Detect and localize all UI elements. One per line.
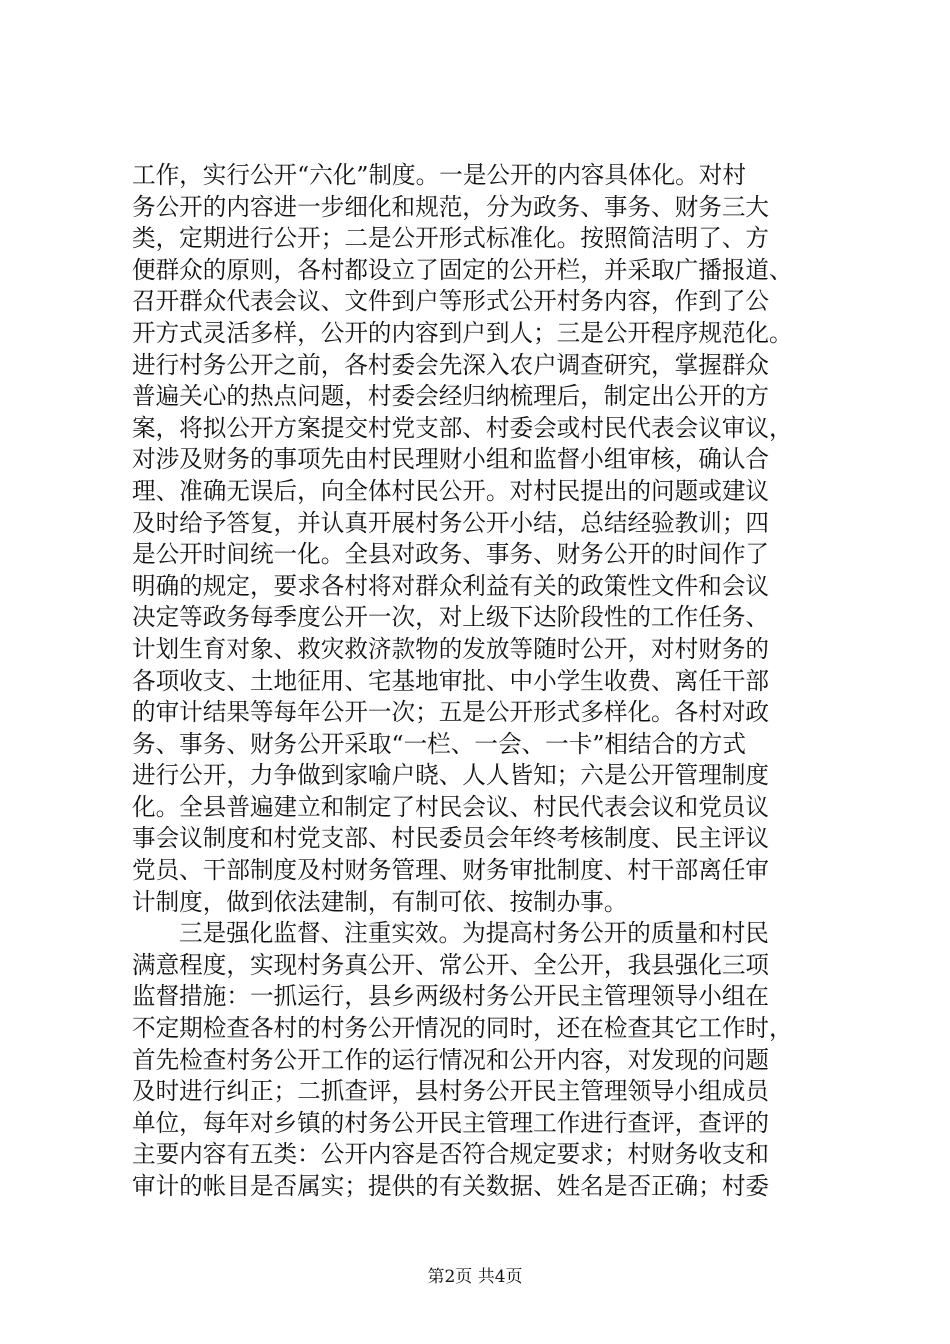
- page-number-label: 第2页 共4页: [427, 1267, 523, 1287]
- text-line: 监督措施：一抓运行，县乡两级村务公开民主管理领导小组在: [132, 982, 770, 1011]
- body-text: [132, 160, 844, 1203]
- text-line: 各项收支、土地征用、宅基地审批、中小学生收费、离任干部: [132, 666, 770, 695]
- text-line: 开方式灵活多样，公开的内容到户到人；三是公开程序规范化。: [132, 318, 793, 347]
- text-line: 进行公开，力争做到家喻户晓、人人皆知；六是公开管理制度: [132, 761, 770, 790]
- text-line: 审计的帐目是否属实；提供的有关数据、姓名是否正确；村委: [132, 1172, 770, 1200]
- text-line: 工作，实行公开“六化”制度。一是公开的内容具体化。对村: [132, 161, 746, 189]
- text-line: 化。全县普遍建立和制定了村民会议、村民代表会议和党员议: [132, 792, 770, 821]
- text-line: 计制度，做到依法建制，有制可依、按制办事。: [132, 887, 628, 916]
- page-footer: [0, 1262, 950, 1287]
- text-line: 案，将拟公开方案提交村党支部、村委会或村民代表会议审议，: [132, 413, 793, 442]
- text-line: 不定期检查各村的村务公开情况的同时，还在检查其它工作时，: [132, 1014, 793, 1043]
- text-line: 召开群众代表会议、文件到户等形式公开村务内容，作到了公: [132, 287, 770, 316]
- text-line: 便群众的原则，各村都设立了固定的公开栏，并采取广播报道、: [132, 255, 793, 284]
- text-line: 类，定期进行公开；二是公开形式标准化。按照简洁明了、方: [132, 224, 770, 253]
- text-line: 及时进行纠正；二抓查评，县村务公开民主管理领导小组成员: [132, 1077, 770, 1106]
- text-line: 务公开的内容进一步细化和规范，分为政务、事务、财务三大: [132, 192, 770, 221]
- text-line: 党员、干部制度及村财务管理、财务审批制度、村干部离任审: [132, 856, 770, 885]
- text-line: 明确的规定，要求各村将对群众利益有关的政策性文件和会议: [132, 571, 770, 600]
- text-line: 主要内容有五类：公开内容是否符合规定要求；村财务收支和: [132, 1140, 770, 1169]
- text-line: 计划生育对象、救灾救济款物的发放等随时公开，对村财务的: [132, 634, 770, 663]
- paragraph-start-line: 三是强化监督、注重实效。为提高村务公开的质量和村民: [179, 919, 769, 948]
- text-line: 进行村务公开之前，各村委会先深入农户调查研究，掌握群众: [132, 350, 770, 379]
- text-line: 对涉及财务的事项先由村民理财小组和监督小组审核，确认合: [132, 445, 770, 474]
- text-line: 及时给予答复，并认真开展村务公开小结，总结经验教训；四: [132, 508, 770, 537]
- text-line: 普遍关心的热点问题，村委会经归纳梳理后，制定出公开的方: [132, 382, 770, 411]
- text-line: 单位，每年对乡镇的村务公开民主管理工作进行查评，查评的: [132, 1108, 770, 1137]
- text-line: 决定等政务每季度公开一次，对上级下达阶段性的工作任务、: [132, 603, 770, 632]
- text-line: 的审计结果等每年公开一次；五是公开形式多样化。各村对政: [132, 698, 770, 727]
- text-line: 务、事务、财务公开采取“一栏、一会、一卡”相结合的方式: [132, 729, 746, 758]
- text-line: 事会议制度和村党支部、村民委员会年终考核制度、民主评议: [132, 824, 770, 853]
- text-line: 理、准确无误后，向全体村民公开。对村民提出的问题或建议: [132, 476, 770, 505]
- text-line: 满意程度，实现村务真公开、常公开、全公开，我县强化三项: [132, 950, 770, 979]
- text-line: 是公开时间统一化。全县对政务、事务、财务公开的时间作了: [132, 540, 770, 569]
- text-line: 首先检查村务公开工作的运行情况和公开内容，对发现的问题: [132, 1045, 770, 1074]
